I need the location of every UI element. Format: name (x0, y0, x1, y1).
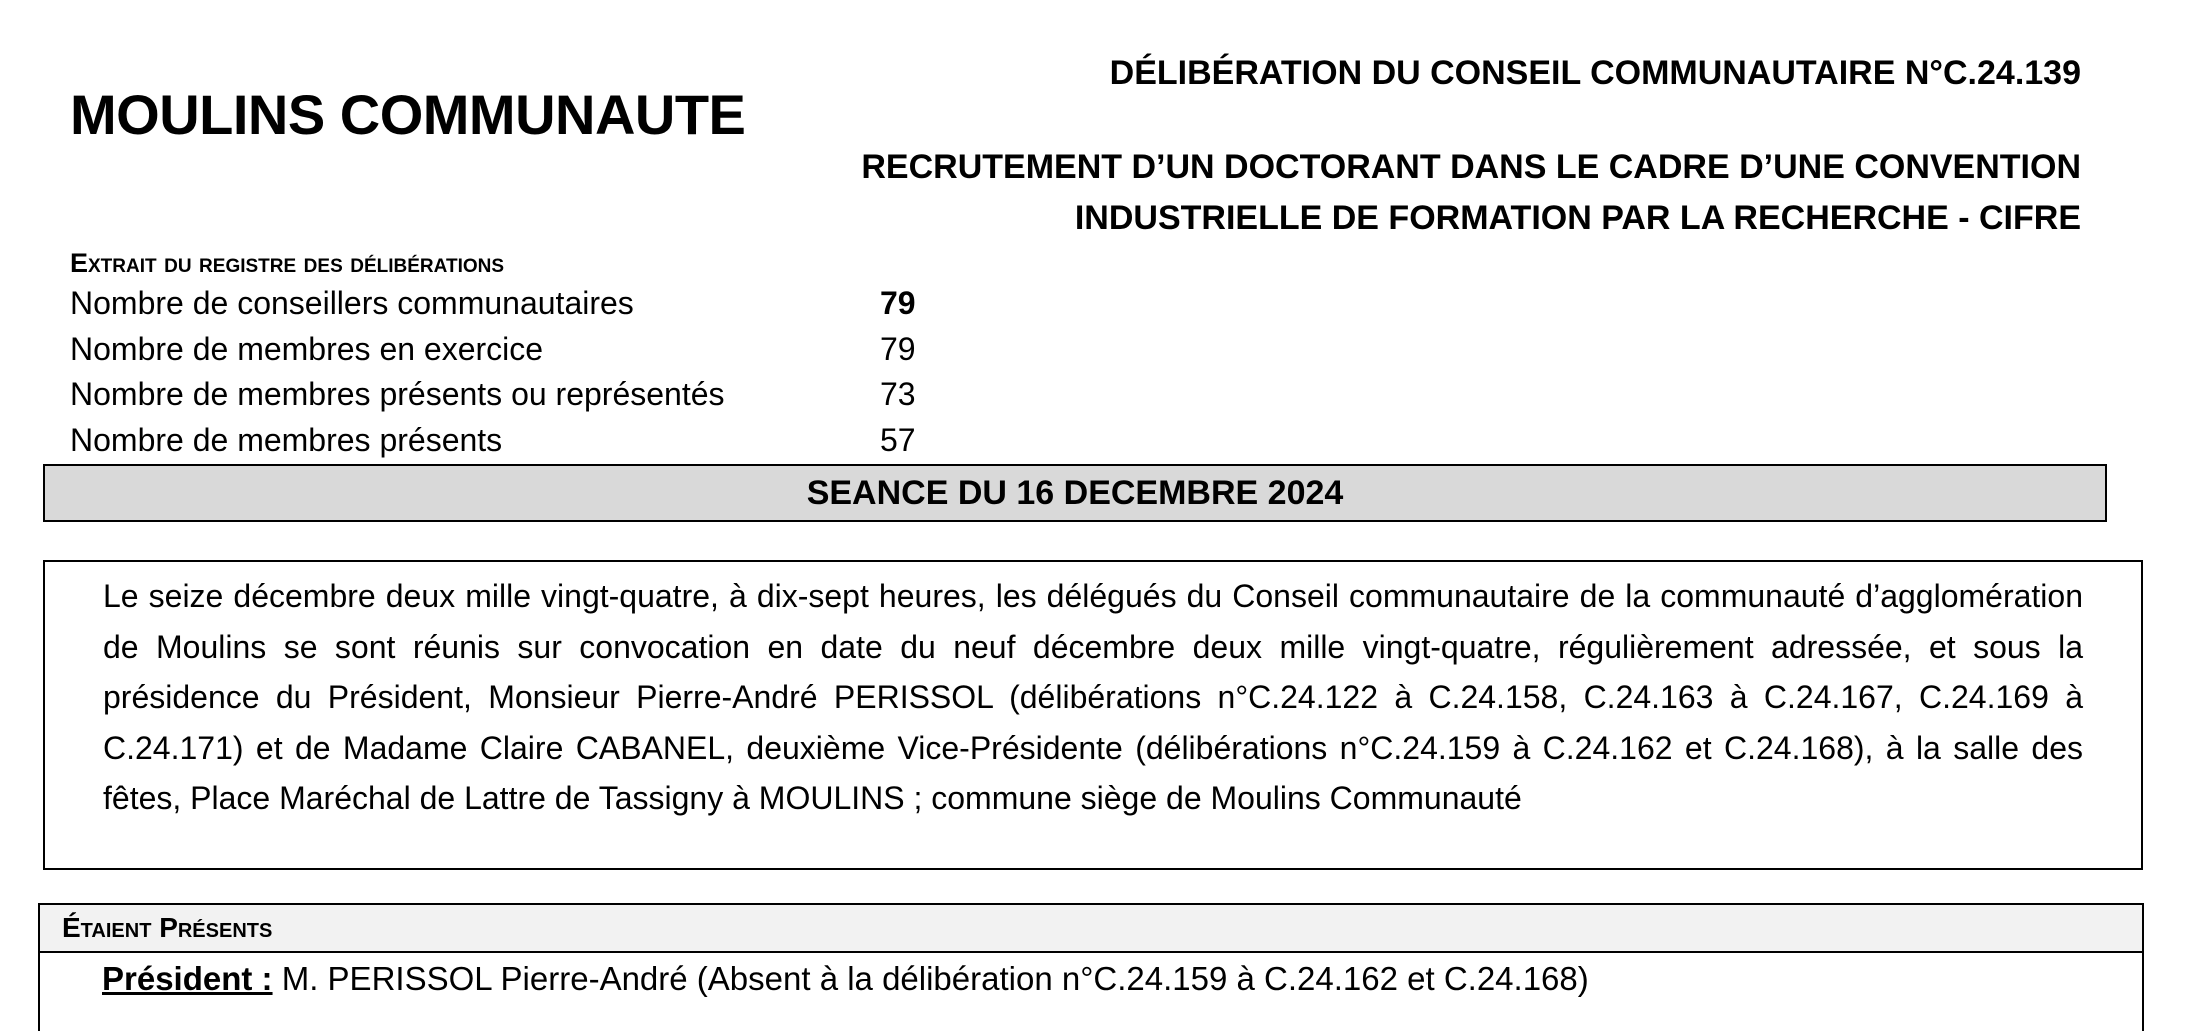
present-heading-label: Étaient Présents (62, 912, 273, 943)
preamble-box (43, 560, 2143, 870)
stat-value: 79 (880, 285, 916, 321)
stat-label: Nombre de membres présents ou représentés (70, 376, 725, 412)
preamble-text: Le seize décembre deux mille vingt-quatre, à dix-sept heures, les délégués du Conseil communautaire de la communauté d’agglomération de Moulins se sont réunis sur convocation en date du neuf décembre deux mille vingt-quatre, régulièrement adressée, et sous la présidence du Président, Monsieur Pierre-André PERISSOL (délibérations n°C.24.122 à C.24.158, C.24.163 à C.24.167, C.24.169 à C.24.171) et de Madame Claire CABANEL, deuxième Vice-Présidente (délibérations n°C.24.159 à C.24.162 et C.24.168), à la salle des fêtes, Place Maréchal de Lattre de Tassigny à MOULINS ; commune siège de Moulins Communauté (103, 578, 2083, 816)
stat-label: Nombre de membres en exercice (70, 330, 544, 367)
president-line (102, 960, 1589, 998)
session-title: SEANCE DU 16 DECEMBRE 2024 (806, 473, 1344, 512)
stat-value: 57 (880, 421, 916, 458)
session-date-banner (43, 464, 2107, 522)
stat-label: Nombre de conseillers communautaires (70, 285, 634, 321)
stat-label: Nombre de membres présents (70, 421, 503, 458)
subject-line-1: RECRUTEMENT D’UN DOCTORANT DANS LE CADRE D’UNE CONVENTION (861, 148, 2081, 186)
subject-line-2: INDUSTRIELLE DE FORMATION PAR LA RECHERCHE - CIFRE (1074, 199, 2081, 237)
president-name: M. PERISSOL Pierre-André (Absent à la délibération n°C.24.159 à C.24.162 et C.24.168) (272, 960, 1589, 997)
deliberation-number: DÉLIBÉRATION DU CONSEIL COMMUNAUTAIRE N°C.24.139 (1109, 54, 2081, 92)
present-members-heading (38, 903, 2144, 953)
president-role-label: Président : (102, 960, 273, 997)
deliberation-subject (861, 142, 2081, 244)
stat-value: 73 (880, 376, 916, 412)
extract-heading: Extrait du registre des délibérations (70, 248, 505, 278)
stat-value: 79 (880, 330, 916, 367)
organization-title: MOULINS COMMUNAUTE (70, 83, 746, 146)
